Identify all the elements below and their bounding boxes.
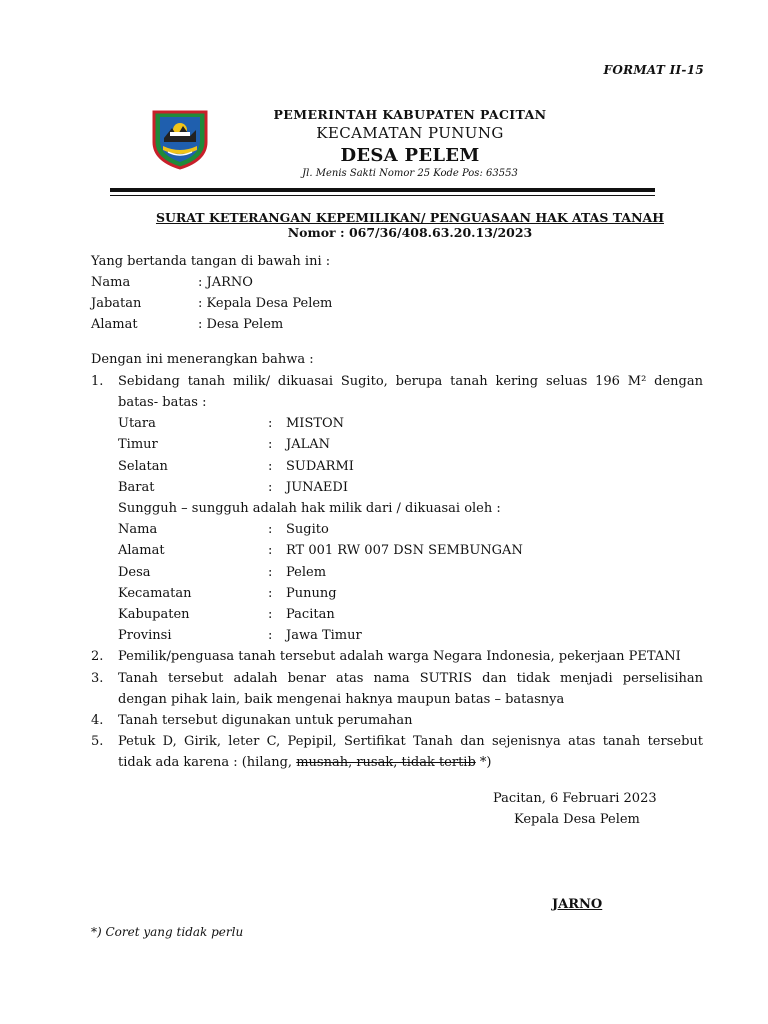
owner-intro-text: Sungguh – sungguh adalah hak milik dari / dikuasai oleh : [118,501,501,516]
border-sep: : [268,437,273,452]
item-text: batas- batas : [118,395,207,410]
owner-sep: : [268,565,273,580]
signer-label: Jabatan [91,296,142,311]
owner-value: RT 001 RW 007 DSN SEMBUNGAN [286,543,523,558]
border-label: Timur [118,437,158,452]
signer-value: : Kepala Desa Pelem [198,296,333,311]
intro-text: Yang bertanda tangan di bawah ini : [91,254,331,269]
item-text: Tanah tersebut adalah benar atas nama SUTRIS dan tidak menjadi perselisihan [118,671,703,686]
item-number: 1. [91,374,104,389]
owner-sep: : [268,586,273,601]
item-text: Pemilik/penguasa tanah tersebut adalah warga Negara Indonesia, pekerjaan PETANI [118,649,681,664]
border-value: JALAN [286,437,330,452]
header-rule-thick [110,188,655,192]
border-label: Selatan [118,459,168,474]
header-rule-thin [110,195,655,196]
document-title: SURAT KETERANGAN KEPEMILIKAN/ PENGUASAAN HAK ATAS TANAH [155,210,665,225]
border-label: Utara [118,416,156,431]
owner-sep: : [268,607,273,622]
signer-value: : JARNO [198,275,253,290]
owner-value: Pelem [286,565,327,580]
owner-label: Desa [118,565,151,580]
statement-text: Dengan ini menerangkan bahwa : [91,352,314,367]
item-text: tidak ada karena : (hilang, musnah, rusak, tidak tertib *) [118,755,492,770]
village-name: DESA PELEM [340,145,480,166]
owner-value: Jawa Timur [286,628,362,643]
signer-label: Alamat [91,317,138,332]
format-label: FORMAT II-15 [603,63,704,77]
government-name: PEMERINTAH KABUPATEN PACITAN [273,107,547,122]
owner-value: Pacitan [286,607,335,622]
signer-label: Nama [91,275,131,290]
item-number: 3. [91,671,104,686]
owner-sep: : [268,522,273,537]
struck-options: musnah, rusak, tidak tertib [296,755,476,770]
signer-name: JARNO [552,897,603,912]
office-address: Jl. Menis Sakti Nomor 25 Kode Pos: 63553 [302,168,518,179]
item-text: dengan pihak lain, baik mengenai haknya maupun batas – batasnya [118,692,565,707]
owner-value: Punung [286,586,337,601]
border-value: JUNAEDI [286,480,348,495]
item-number: 5. [91,734,104,749]
signer-value: : Desa Pelem [198,317,284,332]
owner-sep: : [268,543,273,558]
owner-label: Nama [118,522,158,537]
item-number: 2. [91,649,104,664]
document-number: Nomor : 067/36/408.63.20.13/2023 [287,225,533,240]
item-text: Sebidang tanah milik/ dikuasai Sugito, berupa tanah kering seluas 196 M² dengan [118,374,703,389]
owner-label: Kecamatan [118,586,192,601]
border-sep: : [268,459,273,474]
footnote: *) Coret yang tidak perlu [91,925,244,939]
item-number: 4. [91,713,104,728]
border-value: SUDARMI [286,459,354,474]
item-text: Tanah tersebut digunakan untuk perumahan [118,713,413,728]
owner-label: Provinsi [118,628,172,643]
owner-value: Sugito [286,522,329,537]
item-text: Petuk D, Girik, leter C, Pepipil, Sertifikat Tanah dan sejenisnya atas tanah tersebut [118,734,703,749]
owner-label: Alamat [118,543,165,558]
signer-title: Kepala Desa Pelem [514,812,640,827]
border-value: MISTON [286,416,345,431]
border-label: Barat [118,480,155,495]
district-name: KECAMATAN PUNUNG [316,124,504,142]
place-date: Pacitan, 6 Februari 2023 [493,791,657,806]
owner-label: Kabupaten [118,607,190,622]
owner-sep: : [268,628,273,643]
border-sep: : [268,480,273,495]
border-sep: : [268,416,273,431]
